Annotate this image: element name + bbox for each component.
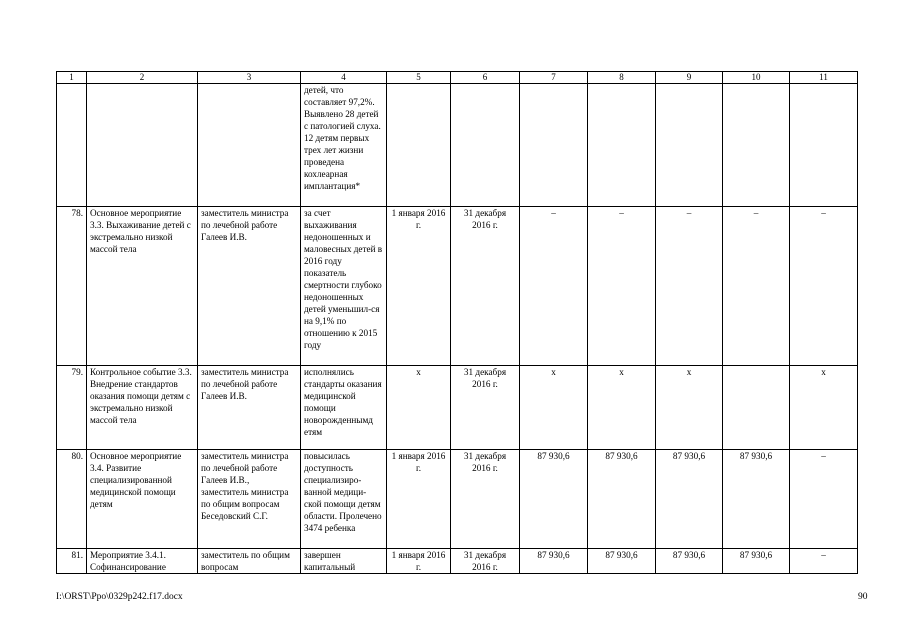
end-date <box>451 84 520 207</box>
value-col7 <box>520 84 588 207</box>
event-name: Основное мероприятие 3.3. Выхаживание детей с экстремально низкой массой тела <box>87 207 198 366</box>
value-col7: – <box>520 207 588 366</box>
result: повысилась доступность специализиро-ванной медици-ской помощи детям области. Пролечено 3474 ребенка <box>301 450 387 549</box>
value-col9: 87 930,6 <box>656 549 723 574</box>
header-cell: 3 <box>198 72 301 84</box>
table-row <box>57 84 858 207</box>
value-col8: х <box>588 366 656 450</box>
value-col9: – <box>656 207 723 366</box>
value-col8: 87 930,6 <box>588 549 656 574</box>
row-number: 80. <box>57 450 87 549</box>
row-number: 79. <box>57 366 87 450</box>
value-col11: – <box>790 207 858 366</box>
row-number: 78. <box>57 207 87 366</box>
report-table <box>56 71 858 574</box>
event-name: Контрольное событие 3.3. Внедрение стандартов оказания помощи детям с экстремально низкой массой тела <box>87 366 198 450</box>
page-number: 90 <box>858 592 868 602</box>
value-col10 <box>723 366 790 450</box>
end-date: 31 декабря 2016 г. <box>451 207 520 366</box>
value-col7: 87 930,6 <box>520 549 588 574</box>
result: за счет выхаживания недоношенных и маловесных детей в 2016 году показатель смертности глубоко недоношенных детей уменьшил-ся на 9,1% по отношению к 2015 году <box>301 207 387 366</box>
table-row <box>57 549 858 574</box>
header-cell: 9 <box>656 72 723 84</box>
end-date: 31 декабря 2016 г. <box>451 366 520 450</box>
file-path: I:\ORST\Ppo\0329p242.f17.docx <box>56 592 183 602</box>
value-col8 <box>588 84 656 207</box>
header-cell: 2 <box>87 72 198 84</box>
header-cell: 8 <box>588 72 656 84</box>
value-col8: – <box>588 207 656 366</box>
header-cell: 4 <box>301 72 387 84</box>
header-cell: 11 <box>790 72 858 84</box>
value-col10: – <box>723 207 790 366</box>
end-date: 31 декабря 2016 г. <box>451 450 520 549</box>
value-col9 <box>656 84 723 207</box>
row-number: 81. <box>57 549 87 574</box>
event-name: Основное мероприятие 3.4. Развитие специализированной медицинской помощи детям <box>87 450 198 549</box>
start-date: 1 января 2016 г. <box>387 549 451 574</box>
table-row <box>57 450 858 549</box>
start-date <box>387 84 451 207</box>
event-name: Мероприятие 3.4.1. Софинансирование <box>87 549 198 574</box>
table-row <box>57 366 858 450</box>
value-col10 <box>723 84 790 207</box>
value-col7: х <box>520 366 588 450</box>
responsible: заместитель по общим вопросам <box>198 549 301 574</box>
value-col10: 87 930,6 <box>723 549 790 574</box>
value-col11: – <box>790 450 858 549</box>
responsible: заместитель министра по лечебной работе Галеев И.В. <box>198 366 301 450</box>
responsible: заместитель министра по лечебной работе Галеев И.В. <box>198 207 301 366</box>
responsible <box>198 84 301 207</box>
value-col9: 87 930,6 <box>656 450 723 549</box>
header-cell: 10 <box>723 72 790 84</box>
start-date: 1 января 2016 г. <box>387 450 451 549</box>
value-col11: – <box>790 549 858 574</box>
value-col8: 87 930,6 <box>588 450 656 549</box>
value-col11: х <box>790 366 858 450</box>
result: завершен капитальный <box>301 549 387 574</box>
header-cell: 1 <box>57 72 87 84</box>
value-col11 <box>790 84 858 207</box>
value-col9: х <box>656 366 723 450</box>
header-cell: 5 <box>387 72 451 84</box>
value-col7: 87 930,6 <box>520 450 588 549</box>
header-cell: 7 <box>520 72 588 84</box>
end-date: 31 декабря 2016 г. <box>451 549 520 574</box>
start-date: х <box>387 366 451 450</box>
table-row <box>57 207 858 366</box>
column-number-row <box>57 72 858 84</box>
result: исполнялись стандарты оказания медицинской помощи новорожденнымд етям <box>301 366 387 450</box>
value-col10: 87 930,6 <box>723 450 790 549</box>
header-cell: 6 <box>451 72 520 84</box>
start-date: 1 января 2016 г. <box>387 207 451 366</box>
responsible: заместитель министра по лечебной работе Галеев И.В., заместитель министра по общим вопросам Беседовский С.Г. <box>198 450 301 549</box>
result: детей, что составляет 97,2%. Выявлено 28 детей с патологией слуха. 12 детям первых трех лет жизни проведена кохлеарная имплантация* <box>301 84 387 207</box>
event-name <box>87 84 198 207</box>
row-number <box>57 84 87 207</box>
